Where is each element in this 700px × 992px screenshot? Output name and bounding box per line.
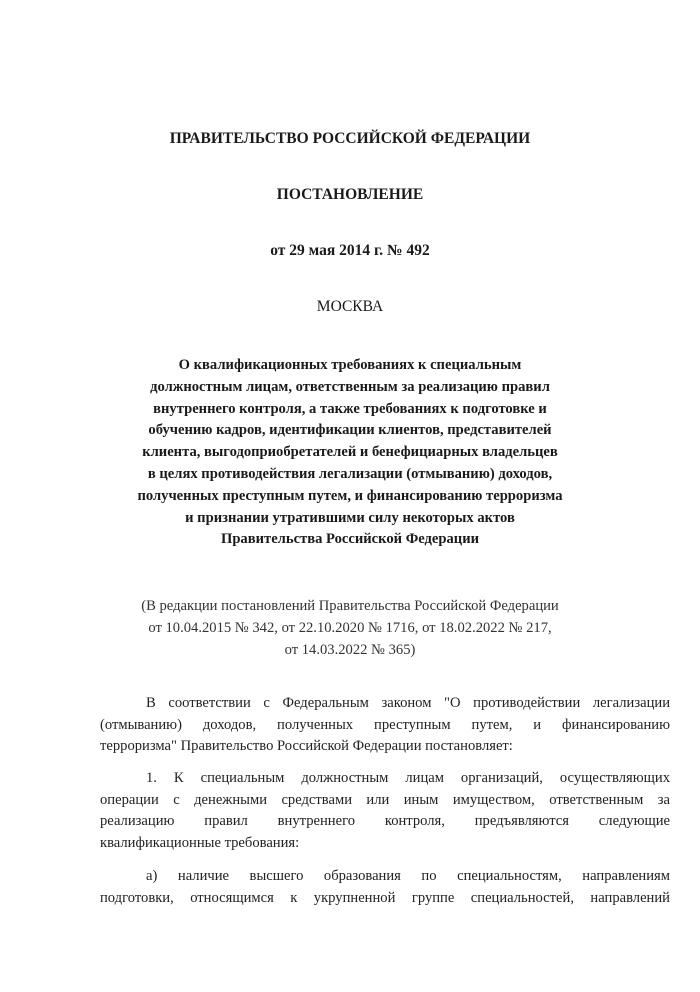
paragraph-line: квалификационные требования:: [100, 834, 300, 851]
paragraph-line: а) наличие высшего образования по специальностям, направлениям: [146, 868, 670, 884]
edition-line: от 10.04.2015 № 342, от 22.10.2020 № 1716, от 18.02.2022 № 217,: [148, 619, 552, 636]
document-date-number: от 29 мая 2014 г. № 492: [270, 242, 430, 259]
paragraph-line: В соответствии с Федеральным законом "О противодействии легализации: [146, 695, 670, 711]
paragraph-line: (отмыванию) доходов, полученных преступным путем, и финансированию: [100, 716, 670, 733]
preamble-paragraph: [100, 693, 670, 758]
title-line: обучению кадров, идентификации клиентов, представителей: [148, 422, 552, 439]
title-line: должностным лицам, ответственным за реализацию правил: [150, 378, 550, 395]
title-line: полученных преступным путем, и финансированию терроризма: [137, 487, 563, 504]
document-title: [120, 355, 580, 551]
government-heading: ПРАВИТЕЛЬСТВО РОССИЙСКОЙ ФЕДЕРАЦИИ: [169, 130, 531, 147]
title-line: О квалификационных требованиях к специальным: [178, 357, 522, 373]
paragraph-line: операции с денежными средствами или иным имуществом, ответственным за: [100, 791, 670, 808]
paragraph-line: подготовки, относящимся к укрупненной группе специальностей, направлений: [100, 889, 670, 906]
title-line: в целях противодействия легализации (отмыванию) доходов,: [147, 465, 553, 482]
paragraph-line: реализацию правил внутреннего контроля, предъявляются следующие: [100, 813, 670, 830]
paragraph-line: 1. К специальным должностным лицам организаций, осуществляющих: [146, 770, 670, 786]
title-line: внутреннего контроля, а также требованиях к подготовке и: [153, 400, 547, 417]
paragraph-line: терроризма" Правительство Российской Федерации постановляет:: [100, 738, 513, 755]
title-line: клиента, выгодоприобретателей и бенефициарных владельцев: [142, 444, 558, 461]
edition-note: [100, 596, 600, 661]
document-city: МОСКВА: [316, 298, 384, 315]
edition-line: от 14.03.2022 № 365): [284, 641, 416, 658]
title-line: и признании утратившими силу некоторых актов: [185, 509, 515, 526]
item-1-paragraph: [100, 768, 670, 854]
title-line: Правительства Российской Федерации: [220, 531, 480, 548]
edition-line: (В редакции постановлений Правительства Российской Федерации: [141, 598, 559, 614]
item-1a-paragraph: [100, 866, 670, 909]
document-type: ПОСТАНОВЛЕНИЕ: [276, 186, 424, 203]
